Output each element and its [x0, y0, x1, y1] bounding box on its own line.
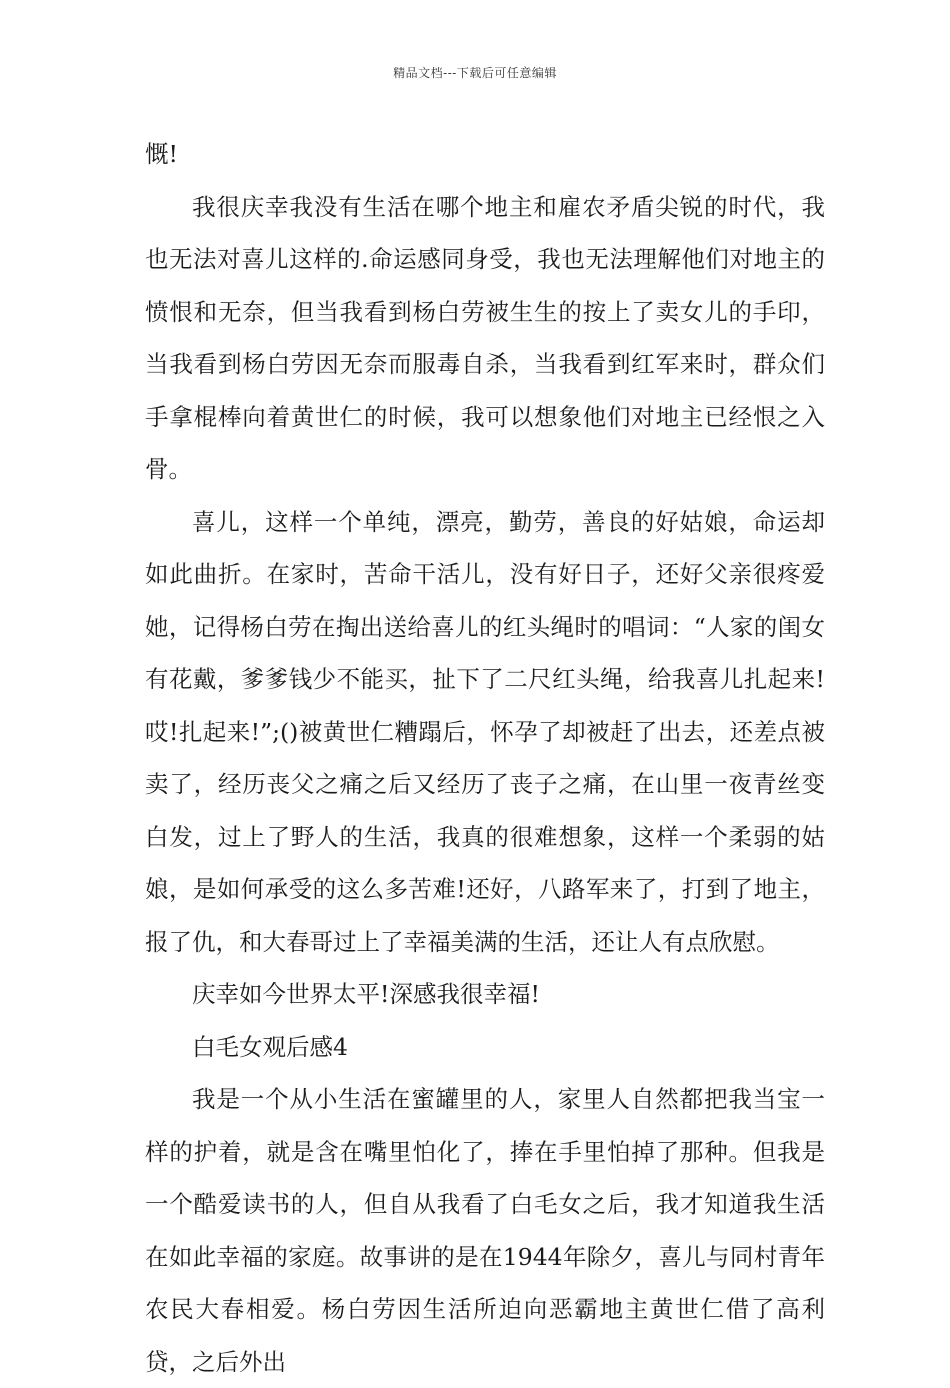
paragraph: 我很庆幸我没有生活在哪个地主和雇农矛盾尖锐的时代，我也无法对喜儿这样的.命运感同身受，我也无法理解他们对地主的愤恨和无奈，但当我看到杨白劳被生生的按上了卖女儿的手印，当我看到杨白劳因无奈而服毒自杀，当我看到红军来时，群众们手拿棍棒向着黄世仁的时候，我可以想象他们对地主已经恨之入骨。 — [145, 192, 825, 483]
page-header: 精品文档---下载后可任意编辑 — [393, 66, 557, 80]
paragraph: 我是一个从小生活在蜜罐里的人，家里人自然都把我当宝一样的护着，就是含在嘴里怕化了，捧在手里怕掉了那种。但我是一个酷爱读书的人，但自从我看了白毛女之后，我才知道我生活在如此幸福的家庭。故事讲的是在1944年除夕，喜儿与同村青年农民大春相爱。杨白劳因生活所迫向恶霸地主黄世仁借了高利贷，之后外出 — [145, 1085, 825, 1376]
document-body — [145, 128, 825, 1388]
paragraph: 庆幸如今世界太平!深感我很幸福! — [192, 980, 540, 1008]
paragraph: 喜儿，这样一个单纯，漂亮，勤劳，善良的好姑娘，命运却如此曲折。在家时，苦命干活儿，没有好日子，还好父亲很疼爱她，记得杨白劳在掏出送给喜儿的红头绳时的唱词：“人家的闺女有花戴，爹爹钱少不能买，扯下了二尺红头绳，给我喜儿扎起来!哎!扎起来!”;()被黄世仁糟蹋后，怀孕了却被赶了出去，还差点被卖了，经历丧父之痛之后又经历了丧子之痛，在山里一夜青丝变白发，过上了野人的生活，我真的很难想象，这样一个柔弱的姑娘，是如何承受的这么多苦难!还好，八路军来了，打到了地主，报了仇，和大春哥过上了幸福美满的生活，还让人有点欣慰。 — [145, 507, 825, 956]
section-title: 白毛女观后感4 — [192, 1032, 348, 1061]
paragraph-continuation: 慨! — [145, 140, 178, 168]
